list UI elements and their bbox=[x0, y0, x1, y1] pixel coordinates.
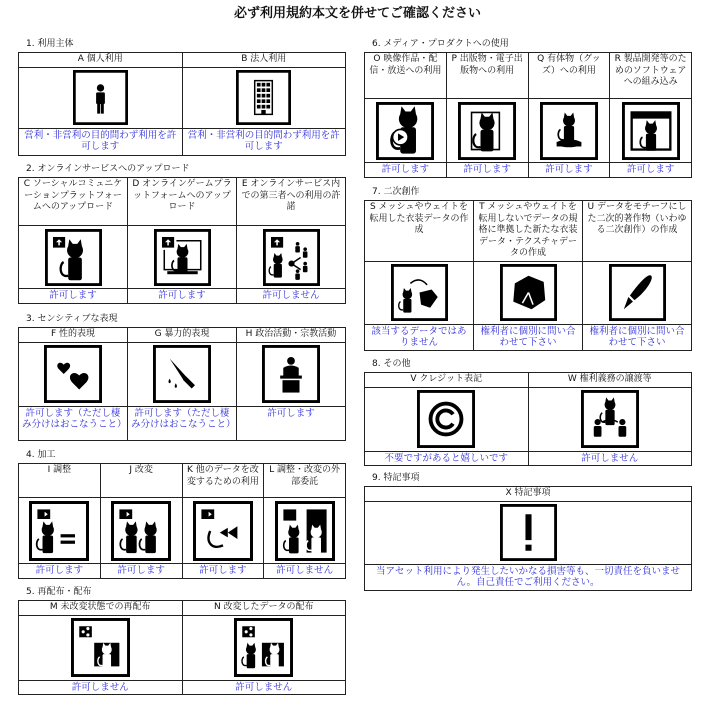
item-header: V クレジット表記 bbox=[365, 373, 529, 388]
exclamation-icon bbox=[500, 504, 557, 561]
item-icon-cell bbox=[264, 498, 346, 564]
video-icon bbox=[376, 102, 434, 160]
item-permission: 許可します bbox=[19, 289, 128, 304]
item-permission: 許可します bbox=[446, 163, 528, 178]
figure-icon bbox=[540, 102, 598, 160]
item-icon-cell bbox=[365, 501, 692, 564]
terms-table bbox=[364, 52, 692, 178]
item-icon-cell bbox=[528, 99, 610, 163]
item-permission: 不要ですがあると嬉しいです bbox=[365, 451, 529, 466]
item-header: N 改変したデータの配布 bbox=[182, 601, 346, 616]
item-header: C ソーシャルコミュニケーションプラットフォームへのアップロード bbox=[19, 178, 128, 226]
item-header: X 特記事項 bbox=[365, 487, 692, 502]
item-permission: 許可します bbox=[128, 289, 237, 304]
item-permission: 許可します bbox=[182, 564, 264, 579]
item-header: I 調整 bbox=[19, 464, 101, 498]
section-8 bbox=[364, 358, 692, 466]
item-permission: 許可します bbox=[528, 163, 610, 178]
section-7 bbox=[364, 186, 692, 351]
section-label: 5. 再配布・配布 bbox=[26, 587, 92, 597]
item-icon-cell bbox=[365, 387, 529, 451]
item-header: S メッシュやウェイトを転用した衣装データの作成 bbox=[365, 201, 474, 262]
item-icon-cell bbox=[100, 498, 182, 564]
costume-icon bbox=[500, 264, 557, 321]
item-header: H 政治活動・宗教活動 bbox=[237, 328, 346, 343]
section-label: 7. 二次創作 bbox=[372, 187, 420, 197]
item-icon-cell bbox=[128, 226, 237, 289]
item-permission: 営利・非営利の目的問わず利用を許可します bbox=[182, 128, 346, 155]
item-icon-cell bbox=[128, 342, 237, 406]
item-permission: 該当するデータではありません bbox=[365, 324, 474, 350]
item-permission: 許可しません bbox=[237, 289, 346, 304]
terms-table bbox=[18, 463, 346, 579]
costume-transfer-icon bbox=[391, 264, 448, 321]
upload-avatar-icon bbox=[45, 229, 102, 286]
section-label: 2. オンラインサービスへのアップロード bbox=[26, 164, 190, 174]
item-icon-cell bbox=[365, 99, 447, 163]
item-icon-cell bbox=[583, 261, 692, 324]
terms-table bbox=[364, 200, 692, 351]
item-permission: 許可しません bbox=[528, 451, 692, 466]
item-icon-cell bbox=[182, 67, 346, 128]
redistribute-modified-icon bbox=[234, 618, 293, 677]
item-header: K 他のデータを改変するための利用 bbox=[182, 464, 264, 498]
item-permission: 営利・非営利の目的問わず利用を許可します bbox=[19, 128, 183, 155]
terms-table bbox=[18, 327, 346, 441]
terms-table bbox=[18, 52, 346, 156]
building-icon bbox=[236, 70, 291, 125]
hearts-icon bbox=[44, 345, 102, 403]
outsource-icon bbox=[275, 501, 335, 561]
section-9 bbox=[364, 472, 692, 591]
page-title: 必ず利用規約本文を併せてご確認ください bbox=[233, 6, 481, 21]
item-permission: 権利者に個別に問い合わせて下さい bbox=[474, 324, 583, 350]
item-header: R 製品開発等のためのソフトウェアへの組み込み bbox=[610, 53, 692, 99]
item-permission: 許可しません bbox=[264, 564, 346, 579]
terms-table bbox=[18, 600, 346, 695]
item-header: L 調整・改変の外部委託 bbox=[264, 464, 346, 498]
item-header: B 法人利用 bbox=[182, 53, 346, 68]
item-icon-cell bbox=[528, 387, 692, 451]
copyright-icon bbox=[417, 390, 475, 448]
software-window-icon bbox=[622, 102, 680, 160]
item-header: G 暴力的表現 bbox=[128, 328, 237, 343]
item-permission: 許可しません bbox=[19, 680, 183, 695]
item-icon-cell bbox=[446, 99, 528, 163]
item-icon-cell bbox=[237, 226, 346, 289]
document-icon bbox=[458, 102, 516, 160]
item-header: M 未改変状態での再配布 bbox=[19, 601, 183, 616]
item-icon-cell bbox=[237, 342, 346, 406]
item-permission: 当アセット利用により発生したいかなる損害等も、一切責任を負いません。自己責任でご利用ください。 bbox=[365, 564, 692, 590]
transfer-rights-icon bbox=[581, 390, 639, 448]
redistribute-icon bbox=[71, 618, 130, 677]
item-icon-cell bbox=[182, 615, 346, 680]
item-icon-cell bbox=[19, 342, 128, 406]
section-5 bbox=[18, 586, 346, 695]
section-2 bbox=[18, 163, 346, 304]
modify-icon bbox=[111, 501, 171, 561]
section-4 bbox=[18, 449, 346, 579]
item-header: Q 有体物（グッズ）への利用 bbox=[528, 53, 610, 99]
section-label: 3. センシティブな表現 bbox=[26, 314, 118, 324]
terms-table bbox=[364, 486, 692, 591]
podium-icon bbox=[262, 345, 320, 403]
section-1 bbox=[18, 38, 346, 156]
item-permission: 許可します bbox=[237, 406, 346, 440]
section-3 bbox=[18, 313, 346, 441]
item-header: P 出版物・電子出版物への利用 bbox=[446, 53, 528, 99]
item-icon-cell bbox=[182, 498, 264, 564]
item-header: J 改変 bbox=[100, 464, 182, 498]
section-label: 6. メディア・プロダクトへの使用 bbox=[372, 39, 509, 49]
item-icon-cell bbox=[19, 615, 183, 680]
item-icon-cell bbox=[610, 99, 692, 163]
item-permission: 権利者に個別に問い合わせて下さい bbox=[583, 324, 692, 350]
item-icon-cell bbox=[19, 498, 101, 564]
section-label: 1. 利用主体 bbox=[26, 39, 74, 49]
adjust-icon bbox=[29, 501, 89, 561]
parts-icon bbox=[193, 501, 253, 561]
item-header: W 権利義務の譲渡等 bbox=[528, 373, 692, 388]
section-6 bbox=[364, 38, 692, 178]
item-header: E オンラインサービス内での第三者への利用の許諾 bbox=[237, 178, 346, 226]
item-icon-cell bbox=[19, 226, 128, 289]
item-permission: 許可します（ただし棲み分けはおこなうこと） bbox=[128, 406, 237, 440]
section-label: 9. 特記事項 bbox=[372, 473, 420, 483]
item-permission: 許可します bbox=[100, 564, 182, 579]
item-header: U データをモチーフにした二次的著作物（いわゆる二次創作）の作成 bbox=[583, 201, 692, 262]
item-permission: 許可しません bbox=[182, 680, 346, 695]
item-permission: 許可します（ただし棲み分けはおこなうこと） bbox=[19, 406, 128, 440]
item-icon-cell bbox=[19, 67, 183, 128]
item-header: F 性的表現 bbox=[19, 328, 128, 343]
person-icon bbox=[73, 70, 128, 125]
upload-share-icon bbox=[263, 229, 320, 286]
item-permission: 許可します bbox=[19, 564, 101, 579]
item-header: O 映像作品・配信・放送への利用 bbox=[365, 53, 447, 99]
item-permission: 許可します bbox=[610, 163, 692, 178]
pen-nib-icon bbox=[609, 264, 666, 321]
item-header: D オンラインゲームプラットフォームへのアップロード bbox=[128, 178, 237, 226]
terms-table bbox=[18, 177, 346, 304]
knife-icon bbox=[153, 345, 211, 403]
terms-table bbox=[364, 372, 692, 466]
section-label: 4. 加工 bbox=[26, 450, 56, 460]
item-permission: 許可します bbox=[365, 163, 447, 178]
item-icon-cell bbox=[365, 261, 474, 324]
section-label: 8. その他 bbox=[372, 359, 411, 369]
upload-monitor-icon bbox=[154, 229, 211, 286]
item-header: A 個人利用 bbox=[19, 53, 183, 68]
item-header: T メッシュやウェイトを転用しないでデータの規格に準拠した新たな衣装データ・テクスチャデータの作成 bbox=[474, 201, 583, 262]
item-icon-cell bbox=[474, 261, 583, 324]
